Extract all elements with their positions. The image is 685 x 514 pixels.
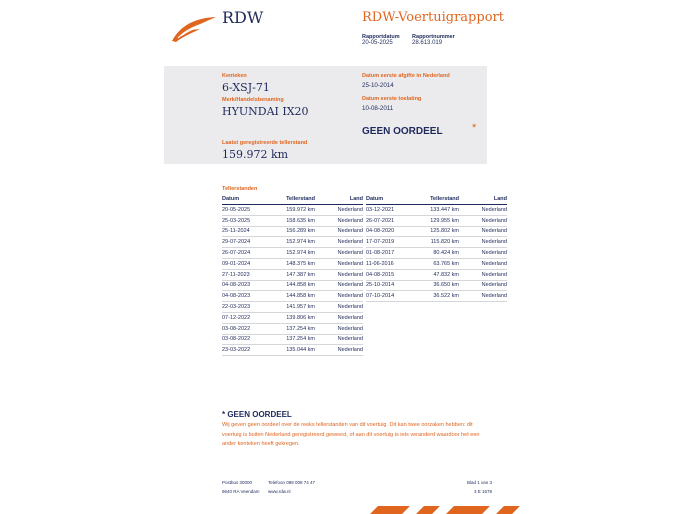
row-country: Nederland xyxy=(473,237,507,248)
row-country: Nederland xyxy=(473,258,507,269)
table-row xyxy=(222,302,363,313)
odometer-table-left xyxy=(222,194,363,356)
table-row xyxy=(366,237,507,248)
row-country: Nederland xyxy=(329,323,363,334)
first-admission-label: Datum eerste toelating xyxy=(362,96,422,102)
footer-page: Blad 1 van 3 xyxy=(466,480,492,485)
row-country: Nederland xyxy=(329,312,363,323)
row-reading: 144.858 km xyxy=(267,280,329,291)
footer-stripe-decoration xyxy=(370,506,520,514)
row-country: Nederland xyxy=(473,205,507,216)
footer-phone: Telefoon 088 008 74 47 xyxy=(268,480,316,485)
col-date-header: Datum xyxy=(222,194,267,205)
page-footer xyxy=(222,478,492,498)
row-country: Nederland xyxy=(329,280,363,291)
row-reading: 129.955 km xyxy=(411,215,473,226)
report-number-block xyxy=(412,34,455,46)
row-reading: 152.974 km xyxy=(267,237,329,248)
table-row xyxy=(222,334,363,345)
row-country: Nederland xyxy=(329,226,363,237)
row-date: 22-03-2023 xyxy=(222,302,267,313)
row-date: 26-07-2024 xyxy=(222,248,267,259)
row-country: Nederland xyxy=(329,237,363,248)
row-country: Nederland xyxy=(329,345,363,356)
table-row xyxy=(222,269,363,280)
table-row xyxy=(222,312,363,323)
col-country-header: Land xyxy=(473,194,507,205)
row-reading: 141.957 km xyxy=(267,302,329,313)
table-row xyxy=(366,291,507,302)
row-reading: 125.802 km xyxy=(411,226,473,237)
col-reading-header: Tellerstand xyxy=(411,194,473,205)
table-row xyxy=(366,215,507,226)
row-date: 04-08-2020 xyxy=(366,226,411,237)
report-date-label: Rapportdatum xyxy=(362,34,400,40)
row-date: 07-10-2014 xyxy=(366,291,411,302)
row-date: 23-03-2022 xyxy=(222,345,267,356)
first-nl-label: Datum eerste afgifte in Nederland xyxy=(362,73,450,79)
row-reading: 36.522 km xyxy=(411,291,473,302)
row-date: 11-06-2016 xyxy=(366,258,411,269)
last-odometer-value: 159.972 km xyxy=(222,148,289,161)
row-reading: 115.820 km xyxy=(411,237,473,248)
row-country: Nederland xyxy=(473,269,507,280)
footer-web: www.rdw.nl xyxy=(268,489,291,494)
report-number: 28.613.019 xyxy=(412,40,443,46)
row-date: 04-08-2023 xyxy=(222,280,267,291)
row-date: 03-12-2021 xyxy=(366,205,411,216)
report-number-label: Rapportnummer xyxy=(412,34,455,40)
row-date: 04-08-2023 xyxy=(222,291,267,302)
row-date: 07-12-2022 xyxy=(222,312,267,323)
last-odometer-label: Laatst geregistreerde tellerstand xyxy=(222,140,308,146)
vehicle-summary-panel xyxy=(164,66,487,164)
row-reading: 80.424 km xyxy=(411,248,473,259)
table-row xyxy=(366,269,507,280)
note-text: Wij geven geen oordeel over de reeks tellerstanden van dit voertuig. Dit kan twee oorzaken hebben: dit voertuig is buiten Nederland geregistreerd geweest, of aan dit voertuig is iets veranderd waardoor het een ander kenteken heeft gekregen. xyxy=(222,422,480,447)
row-reading: 158.635 km xyxy=(267,215,329,226)
table-row xyxy=(366,248,507,259)
row-reading: 137.254 km xyxy=(267,323,329,334)
make-model: HYUNDAI IX20 xyxy=(222,105,309,118)
row-country: Nederland xyxy=(329,248,363,259)
table-row xyxy=(366,280,507,291)
table-header-row xyxy=(222,194,363,205)
row-date: 09-01-2024 xyxy=(222,258,267,269)
row-country: Nederland xyxy=(329,205,363,216)
row-date: 27-11-2023 xyxy=(222,269,267,280)
row-date: 01-08-2017 xyxy=(366,248,411,259)
row-reading: 133.447 km xyxy=(411,205,473,216)
row-country: Nederland xyxy=(329,269,363,280)
plate-label: Kenteken xyxy=(222,73,247,79)
col-date-header: Datum xyxy=(366,194,411,205)
row-country: Nederland xyxy=(473,215,507,226)
row-date: 03-08-2022 xyxy=(222,334,267,345)
row-date: 25-10-2014 xyxy=(366,280,411,291)
table-row xyxy=(222,258,363,269)
odometer-section-title: Tellerstanden xyxy=(222,186,258,192)
col-reading-header: Tellerstand xyxy=(267,194,329,205)
row-reading: 137.254 km xyxy=(267,334,329,345)
first-admission-date: 10-08-2011 xyxy=(362,105,394,112)
row-reading: 139.806 km xyxy=(267,312,329,323)
table-row xyxy=(366,226,507,237)
row-country: Nederland xyxy=(473,291,507,302)
row-date: 17-07-2019 xyxy=(366,237,411,248)
table-row xyxy=(222,205,363,216)
odometer-table-right-body xyxy=(366,205,507,302)
row-reading: 135.044 km xyxy=(267,345,329,356)
row-date: 26-07-2021 xyxy=(366,215,411,226)
report-meta xyxy=(362,34,463,52)
row-date: 25-03-2025 xyxy=(222,215,267,226)
footer-code: 3 E 1678 xyxy=(473,489,492,494)
brand-name: RDW xyxy=(222,8,264,27)
verdict-asterisk: * xyxy=(472,122,477,134)
row-date: 29-07-2024 xyxy=(222,237,267,248)
report-date: 20-05-2025 xyxy=(362,40,393,46)
row-reading: 152.974 km xyxy=(267,248,329,259)
verdict: GEEN OORDEEL xyxy=(362,126,443,137)
row-date: 25-11-2024 xyxy=(222,226,267,237)
table-row xyxy=(222,280,363,291)
table-row xyxy=(366,258,507,269)
row-reading: 47.832 km xyxy=(411,269,473,280)
row-reading: 36.650 km xyxy=(411,280,473,291)
rdw-logo-icon xyxy=(170,14,218,44)
row-country: Nederland xyxy=(329,334,363,345)
note-title: * GEEN OORDEEL xyxy=(222,410,292,419)
row-country: Nederland xyxy=(329,258,363,269)
row-reading: 144.858 km xyxy=(267,291,329,302)
row-reading: 156.289 km xyxy=(267,226,329,237)
row-date: 20-05-2025 xyxy=(222,205,267,216)
table-row xyxy=(222,291,363,302)
table-row xyxy=(222,323,363,334)
table-row xyxy=(222,248,363,259)
table-header-row xyxy=(366,194,507,205)
row-reading: 148.375 km xyxy=(267,258,329,269)
table-row xyxy=(366,205,507,216)
plate-number: 6-XSJ-71 xyxy=(222,81,270,94)
table-row xyxy=(222,237,363,248)
row-country: Nederland xyxy=(329,215,363,226)
footer-postbus: Postbus 30000 xyxy=(222,480,253,485)
odometer-table-right xyxy=(366,194,507,302)
document-title: RDW-Voertuigrapport xyxy=(362,10,504,25)
col-country-header: Land xyxy=(329,194,363,205)
row-country: Nederland xyxy=(473,226,507,237)
table-row xyxy=(222,345,363,356)
row-reading: 159.972 km xyxy=(267,205,329,216)
row-reading: 147.387 km xyxy=(267,269,329,280)
row-date: 03-08-2022 xyxy=(222,323,267,334)
row-country: Nederland xyxy=(473,280,507,291)
row-country: Nederland xyxy=(329,291,363,302)
footer-city: 9640 RA Veendam xyxy=(222,489,260,494)
report-date-block xyxy=(362,34,400,46)
odometer-table-left-body xyxy=(222,205,363,356)
table-row xyxy=(222,215,363,226)
make-label: Merk/Handelsbenaming xyxy=(222,97,284,103)
row-country: Nederland xyxy=(473,248,507,259)
row-date: 04-08-2015 xyxy=(366,269,411,280)
row-reading: 63.765 km xyxy=(411,258,473,269)
table-row xyxy=(222,226,363,237)
row-country: Nederland xyxy=(329,302,363,313)
first-nl-date: 25-10-2014 xyxy=(362,82,394,89)
